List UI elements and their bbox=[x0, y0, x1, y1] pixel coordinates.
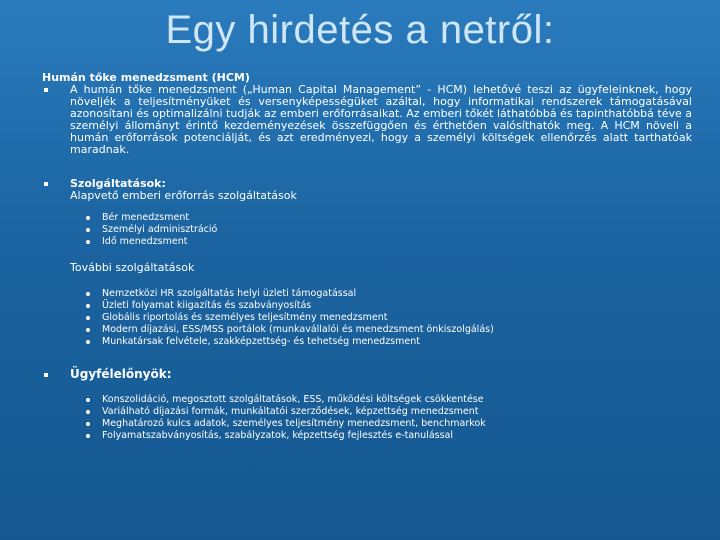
dot-bullet-icon bbox=[86, 240, 90, 244]
services-bullet bbox=[42, 178, 692, 202]
list-item: Variálható díjazási formák, munkáltatói szerződések, képzettség menedzsment bbox=[86, 406, 692, 418]
dot-bullet-icon bbox=[86, 316, 90, 320]
square-bullet-icon bbox=[44, 373, 48, 377]
dot-bullet-icon bbox=[86, 340, 90, 344]
dot-bullet-icon bbox=[86, 228, 90, 232]
list-item: Idő menedzsment bbox=[86, 236, 692, 248]
further-services-list bbox=[86, 288, 692, 348]
list-item: Üzleti folyamat kiigazítás és szabványosítás bbox=[86, 300, 692, 312]
clients-heading: Ügyfélelőnyök: bbox=[70, 367, 172, 381]
basic-services-list bbox=[86, 212, 692, 248]
list-item: Meghatározó kulcs adatok, személyes teljesítmény menedzsment, benchmarkok bbox=[86, 418, 692, 430]
list-item: Munkatársak felvétele, szakképzettség- és tehetség menedzsment bbox=[86, 336, 692, 348]
square-bullet-icon bbox=[44, 182, 48, 186]
hcm-paragraph: A humán tőke menedzsment („Human Capital Management” - HCM) lehetővé teszi az ügyfeleinknek, hogy növeljék a teljesítményüket és versenyképességüket azáltal, hogy informatikai rendszerek támogatásával azonosítani és optimalizálni tudják az emberi erőforrásaikat. Az emberi tőkét láthatóbbá és tapinthatóbbá téve a személyi állományt érintő kezdeményezések összefüggően és érthetően valósíthatók meg. A HCM növeli a humán erőforrások potenciálját, és azt eredményezi, hogy a személyi költségek ellenőrzés alatt tarthatóak maradnak. bbox=[70, 83, 692, 156]
square-bullet-icon bbox=[44, 88, 48, 92]
slide-content bbox=[42, 72, 692, 442]
dot-bullet-icon bbox=[86, 410, 90, 414]
dot-bullet-icon bbox=[86, 434, 90, 438]
hcm-heading: Humán tőke menedzsment (HCM) bbox=[42, 71, 250, 84]
dot-bullet-icon bbox=[86, 292, 90, 296]
list-item: Modern díjazási, ESS/MSS portálok (munkavállalói és menedzsment önkiszolgálás) bbox=[86, 324, 692, 336]
further-services-heading: További szolgáltatások bbox=[70, 261, 195, 274]
list-item: Globális riportolás és személyes teljesítmény menedzsment bbox=[86, 312, 692, 324]
dot-bullet-icon bbox=[86, 328, 90, 332]
dot-bullet-icon bbox=[86, 304, 90, 308]
services-heading: Szolgáltatások: bbox=[70, 177, 166, 190]
list-item: Folyamatszabványosítás, szabályzatok, képzettség fejlesztés e-tanulással bbox=[86, 430, 692, 442]
dot-bullet-icon bbox=[86, 422, 90, 426]
slide-title: Egy hirdetés a netről: bbox=[165, 8, 555, 52]
dot-bullet-icon bbox=[86, 216, 90, 220]
hcm-bullet bbox=[42, 84, 692, 156]
clients-bullet bbox=[42, 368, 692, 380]
services-subheading: Alapvető emberi erőforrás szolgáltatások bbox=[70, 189, 297, 202]
list-item: Bér menedzsment bbox=[86, 212, 692, 224]
list-item: Személyi adminisztráció bbox=[86, 224, 692, 236]
list-item: Nemzetközi HR szolgáltatás helyi üzleti támogatással bbox=[86, 288, 692, 300]
clients-list bbox=[86, 394, 692, 442]
dot-bullet-icon bbox=[86, 398, 90, 402]
list-item: Konszolidáció, megosztott szolgáltatások, ESS, működési költségek csökkentése bbox=[86, 394, 692, 406]
